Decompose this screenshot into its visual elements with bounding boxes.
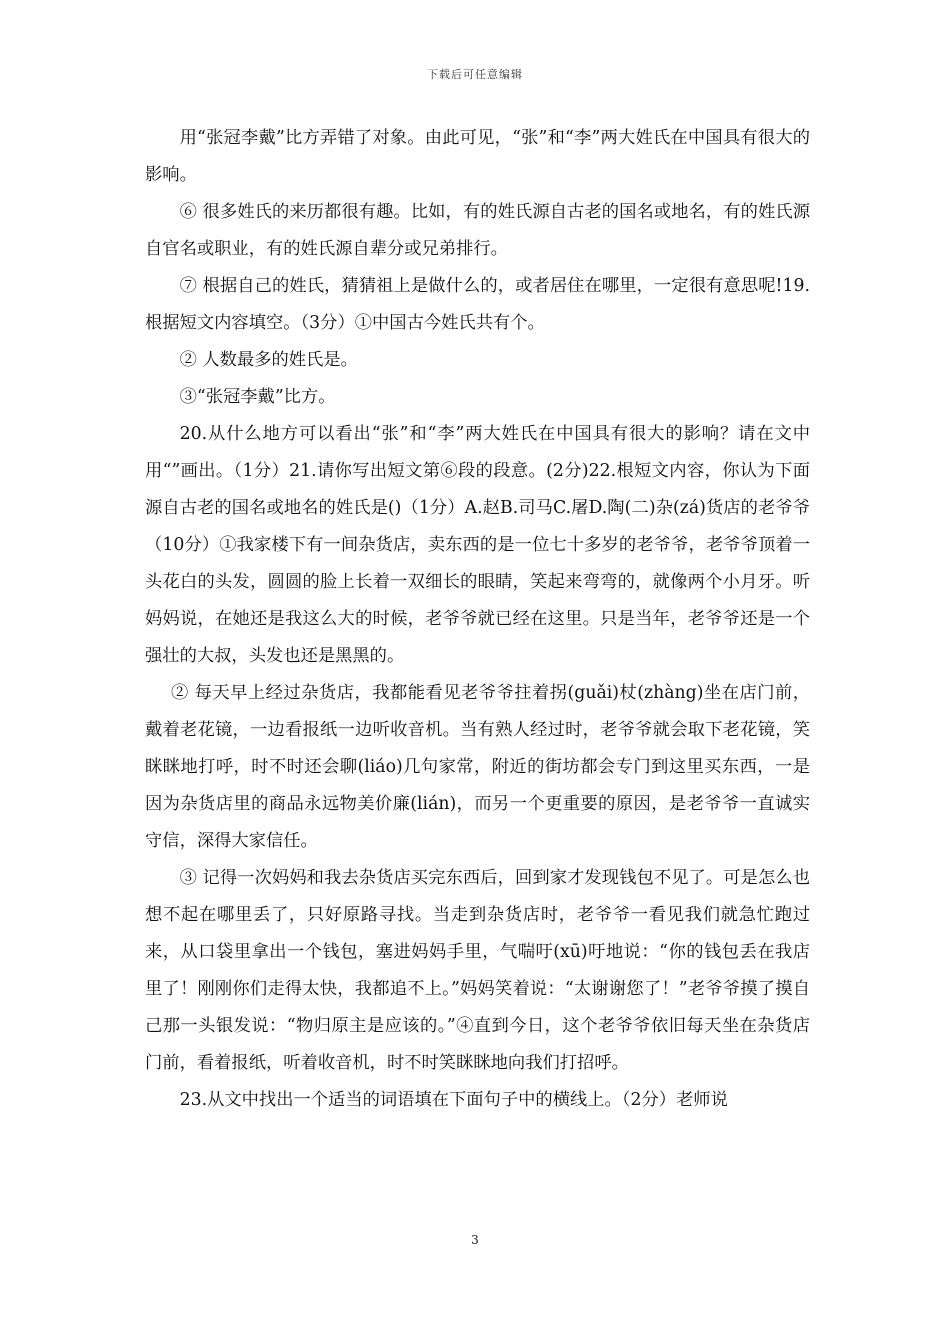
paragraph-5: ③“张冠李戴”比方。: [179, 387, 336, 407]
document-body: [145, 120, 810, 1119]
page-header: 下载后可任意编辑: [427, 68, 523, 81]
paragraph-7: ② 每天早上经过杂货店，我都能看见老爷爷拄着拐(guǎi)杖(zhàng)坐在店门前，戴着老花镜，一边看报纸一边听收音机。当有熟人经过时，老爷爷就会取下老花镜，笑眯眯地打呼，时不时还会聊(liáo)几句家常，附近的街坊都会专门到这里买东西，一是因为杂货店里的商品永远物美价廉(lián)，而另一个更重要的原因，是老爷爷一直诚实守信，深得大家信任。: [145, 683, 810, 851]
paragraph-1: 用“张冠李戴”比方弄错了对象。由此可见，“张”和“李”两大姓氏在中国具有很大的影响。: [145, 128, 810, 185]
paragraph-2: ⑥ 很多姓氏的来历都很有趣。比如，有的姓氏源自古老的国名或地名，有的姓氏源自官名或职业，有的姓氏源自辈分或兄弟排行。: [145, 202, 810, 259]
paragraph-8: ③ 记得一次妈妈和我去杂货店买完东西后，回到家才发现钱包不见了。可是怎么也想不起在哪里丢了，只好原路寻找。当走到杂货店时，老爷爷一看见我们就急忙跑过来，从口袋里拿出一个钱包，塞进妈妈手里，气喘吁(xū)吁地说：“你的钱包丢在我店里了！刚刚你们走得太快，我都追不上。”妈妈笑着说：“太谢谢您了！”老爷爷摸了摸自己那一头银发说：“物归原主是应该的。”④直到今日，这个老爷爷依旧每天坐在杂货店门前，看着报纸，听着收音机，时不时笑眯眯地向我们打招呼。: [145, 868, 810, 1073]
paragraph-4: ② 人数最多的姓氏是。: [179, 350, 358, 370]
paragraph-9: 23.从文中找出一个适当的词语填在下面句子中的横线上。（2分）老师说: [179, 1090, 728, 1110]
page-number: 3: [471, 1233, 479, 1247]
paragraph-6: 20.从什么地方可以看出“张”和“李”两大姓氏在中国具有很大的影响？请在文中用“”画出。（1分）21.请你写出短文第⑥段的段意。(2分)22.根短文内容，你认为下面源自古老的国名或地名的姓氏是()（1分）A.赵B.司马C.屠D.陶(二)杂(zá)货店的老爷爷（10分）①我家楼下有一间杂货店，卖东西的是一位七十多岁的老爷爷，老爷爷顶着一头花白的头发，圆圆的脸上长着一双细长的眼睛，笑起来弯弯的，就像两个小月牙。听妈妈说，在她还是我这么大的时候，老爷爷就已经在这里。只是当年，老爷爷还是一个强壮的大叔，头发也还是黑黑的。: [145, 424, 810, 666]
paragraph-3: ⑦ 根据自己的姓氏，猜猜祖上是做什么的，或者居住在哪里，一定很有意思呢!19.根据短文内容填空。（3分）①中国古今姓氏共有个。: [145, 276, 810, 333]
